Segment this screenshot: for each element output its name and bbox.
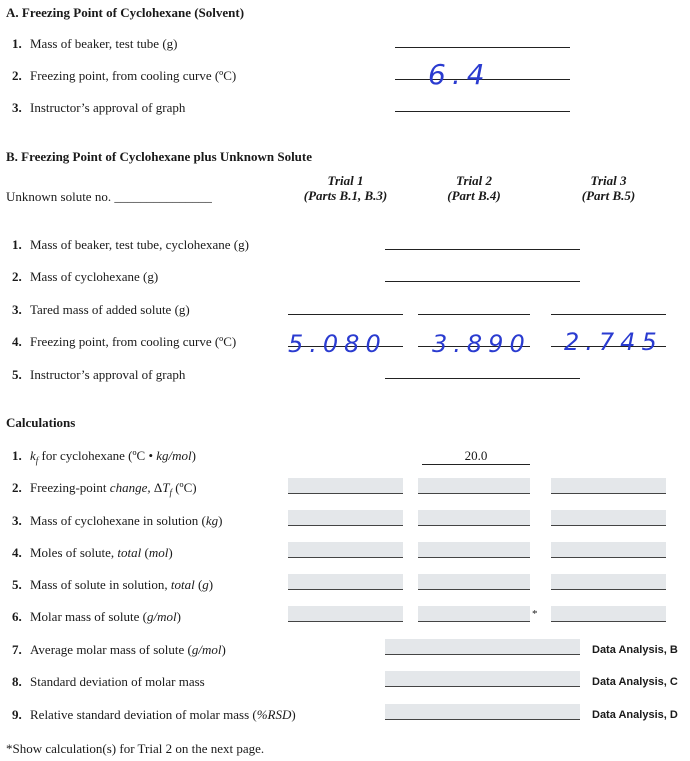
row-label: Freezing-point change, $\Delta T_f$ (ºC)	[30, 480, 197, 498]
trial-1-header	[288, 173, 403, 203]
section-a-row-3	[12, 100, 185, 116]
section-b-title: B. Freezing Point of Cyclohexane plus Unknown Solute	[6, 149, 313, 164]
row-label: Average molar mass of solute (g/mol)	[30, 642, 226, 657]
trial-2-moles-box[interactable]	[418, 542, 530, 558]
row-number: 5.	[12, 367, 22, 382]
row-label: Instructor’s approval of graph	[30, 367, 186, 382]
row-number: 9.	[12, 707, 22, 722]
calc-row-1	[12, 448, 196, 466]
row-number: 2.	[12, 480, 22, 495]
section-b-field-1[interactable]	[385, 249, 580, 250]
calc-row-6	[12, 609, 181, 625]
trial-3-mass-solute-box[interactable]	[551, 574, 666, 590]
section-b-row-4	[12, 334, 236, 350]
calculations-title: Calculations	[6, 415, 76, 430]
section-a-title: A. Freezing Point of Cyclohexane (Solvent)	[6, 5, 245, 20]
trial-name: Trial 1	[327, 173, 364, 188]
calc-row-9	[12, 707, 296, 723]
section-b-field-2[interactable]	[385, 281, 580, 282]
handwritten-trial-2-freezing-point: 3.890	[432, 330, 531, 358]
handwritten-freezing-point: 6.4	[428, 58, 491, 91]
handwritten-trial-3-freezing-point: 2.745	[564, 328, 663, 356]
row-label: Mass of beaker, test tube (g)	[30, 36, 178, 51]
trial-3-molar-mass-box[interactable]	[551, 606, 666, 622]
average-molar-mass-box[interactable]	[385, 639, 580, 655]
row-label: $k_f$ for cyclohexane (ºC • kg/mol)	[30, 448, 196, 466]
row-label: Instructor’s approval of graph	[30, 100, 186, 115]
row-number: 1.	[12, 237, 22, 252]
trial-3-solute-field[interactable]	[551, 314, 666, 315]
footnote-marker: *	[532, 608, 538, 620]
trial-1-molar-mass-box[interactable]	[288, 606, 403, 622]
row-label: Mass of cyclohexane (g)	[30, 269, 159, 284]
row-number: 6.	[12, 609, 22, 624]
section-a-field-1[interactable]	[395, 47, 570, 48]
trial-parts: (Part B.4)	[447, 188, 501, 203]
row-label: Standard deviation of molar mass	[30, 674, 205, 689]
trial-parts: (Part B.5)	[581, 188, 636, 203]
standard-deviation-box[interactable]	[385, 671, 580, 687]
trial-name: Trial 2	[456, 173, 492, 188]
data-analysis-tag: Data Analysis, C	[592, 676, 678, 688]
row-label: Mass of solute in solution, total (g)	[30, 577, 214, 592]
kf-field	[422, 464, 530, 465]
trial-2-molar-mass-box[interactable]	[418, 606, 530, 622]
data-analysis-tag: Data Analysis, B	[592, 644, 678, 656]
row-number: 4.	[12, 334, 22, 349]
calc-row-2	[12, 480, 197, 498]
row-number: 2.	[12, 269, 22, 284]
trial-2-header	[418, 173, 530, 203]
row-number: 1.	[12, 448, 22, 463]
data-analysis-tag: Data Analysis, D	[592, 709, 678, 721]
row-number: 1.	[12, 36, 22, 51]
row-number: 4.	[12, 545, 22, 560]
calc-row-4	[12, 545, 173, 561]
trial-1-solute-field[interactable]	[288, 314, 403, 315]
calc-row-5	[12, 577, 213, 593]
section-a-field-3[interactable]	[395, 111, 570, 112]
unknown-solute-field[interactable]: Unknown solute no. _______________	[6, 189, 212, 204]
trial-1-delta-t-box[interactable]	[288, 478, 403, 494]
trial-2-delta-t-box[interactable]	[418, 478, 530, 494]
trial-1-moles-box[interactable]	[288, 542, 403, 558]
kf-value: 20.0	[464, 448, 488, 463]
row-number: 2.	[12, 68, 22, 83]
trial-3-mass-cyclohexane-box[interactable]	[551, 510, 666, 526]
trial-parts: (Parts B.1, B.3)	[303, 188, 388, 203]
handwritten-trial-1-freezing-point: 5.080	[288, 330, 387, 358]
trial-3-delta-t-box[interactable]	[551, 478, 666, 494]
footnote: *Show calculation(s) for Trial 2 on the next page.	[6, 741, 265, 756]
row-label: Relative standard deviation of molar mass (%RSD)	[30, 707, 296, 722]
trial-3-moles-box[interactable]	[551, 542, 666, 558]
row-number: 3.	[12, 302, 22, 317]
calc-row-3	[12, 513, 222, 529]
row-number: 3.	[12, 513, 22, 528]
trial-2-solute-field[interactable]	[418, 314, 530, 315]
trial-1-mass-cyclohexane-box[interactable]	[288, 510, 403, 526]
row-label: Mass of cyclohexane in solution (kg)	[30, 513, 223, 528]
row-number: 7.	[12, 642, 22, 657]
section-b-row-2	[12, 269, 158, 285]
section-b-field-5[interactable]	[385, 378, 580, 379]
row-label: Freezing point, from cooling curve (ºC)	[30, 334, 237, 349]
trial-3-header	[551, 173, 666, 203]
section-a-row-1	[12, 36, 178, 52]
row-label: Mass of beaker, test tube, cyclohexane (g)	[30, 237, 249, 252]
calc-row-7	[12, 642, 226, 658]
row-label: Freezing point, from cooling curve (ºC)	[30, 68, 237, 83]
section-b-row-3	[12, 302, 190, 318]
row-number: 8.	[12, 674, 22, 689]
row-number: 5.	[12, 577, 22, 592]
trial-1-mass-solute-box[interactable]	[288, 574, 403, 590]
section-b-row-5	[12, 367, 185, 383]
calc-row-8	[12, 674, 205, 690]
trial-name: Trial 3	[590, 173, 627, 188]
section-a-row-2	[12, 68, 236, 84]
trial-2-mass-cyclohexane-box[interactable]	[418, 510, 530, 526]
row-number: 3.	[12, 100, 22, 115]
row-label: Moles of solute, total (mol)	[30, 545, 173, 560]
section-b-row-1	[12, 237, 249, 253]
rsd-box[interactable]	[385, 704, 580, 720]
row-label: Molar mass of solute (g/mol)	[30, 609, 181, 624]
trial-2-mass-solute-box[interactable]	[418, 574, 530, 590]
row-label: Tared mass of added solute (g)	[30, 302, 190, 317]
